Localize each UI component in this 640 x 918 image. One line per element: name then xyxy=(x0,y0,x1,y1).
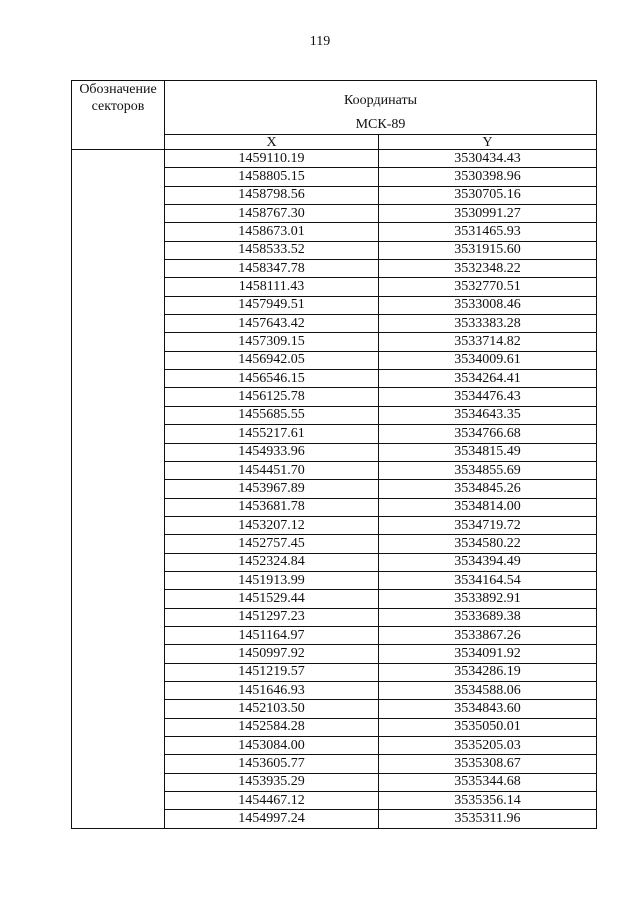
x-coordinate-cell: 1453605.77 xyxy=(165,755,379,773)
x-coordinate-cell: 1450997.92 xyxy=(165,645,379,663)
y-coordinate-cell: 3535311.96 xyxy=(379,810,597,828)
y-coordinate-cell: 3534845.26 xyxy=(379,480,597,498)
y-coordinate-cell: 3531915.60 xyxy=(379,241,597,259)
y-coordinate-cell: 3530991.27 xyxy=(379,205,597,223)
y-coordinate-cell: 3534264.41 xyxy=(379,370,597,388)
x-coordinate-cell: 1453935.29 xyxy=(165,773,379,791)
coordinate-system-label: МСК-89 xyxy=(355,117,406,132)
x-coordinate-cell: 1451297.23 xyxy=(165,608,379,626)
y-coordinate-cell: 3530705.16 xyxy=(379,186,597,204)
table-row xyxy=(72,150,597,168)
x-coordinate-cell: 1452757.45 xyxy=(165,535,379,553)
x-coordinate-cell: 1453084.00 xyxy=(165,737,379,755)
y-coordinate-cell: 3533689.38 xyxy=(379,608,597,626)
y-coordinate-cell: 3534855.69 xyxy=(379,461,597,479)
y-coordinate-cell: 3535308.67 xyxy=(379,755,597,773)
y-coordinate-cell: 3534580.22 xyxy=(379,535,597,553)
x-coordinate-cell: 1456125.78 xyxy=(165,388,379,406)
y-coordinate-cell: 3535205.03 xyxy=(379,737,597,755)
y-coordinate-cell: 3534476.43 xyxy=(379,388,597,406)
x-coordinate-cell: 1453207.12 xyxy=(165,516,379,534)
x-coordinate-cell: 1459110.19 xyxy=(165,150,379,168)
y-coordinate-cell: 3531465.93 xyxy=(379,223,597,241)
y-coordinate-cell: 3534588.06 xyxy=(379,681,597,699)
coordinates-title: Координаты xyxy=(344,93,417,108)
y-coordinate-cell: 3530398.96 xyxy=(379,168,597,186)
sector-cell xyxy=(72,150,165,829)
y-coordinate-cell: 3534394.49 xyxy=(379,553,597,571)
x-coordinate-cell: 1456546.15 xyxy=(165,370,379,388)
x-coordinate-cell: 1455217.61 xyxy=(165,425,379,443)
y-coordinate-cell: 3534286.19 xyxy=(379,663,597,681)
x-coordinate-cell: 1451219.57 xyxy=(165,663,379,681)
y-coordinate-cell: 3533892.91 xyxy=(379,590,597,608)
x-coordinate-cell: 1454933.96 xyxy=(165,443,379,461)
y-coordinate-cell: 3533867.26 xyxy=(379,626,597,644)
x-coordinate-cell: 1451913.99 xyxy=(165,571,379,589)
y-coordinate-cell: 3533714.82 xyxy=(379,333,597,351)
y-coordinate-cell: 3535356.14 xyxy=(379,792,597,810)
x-coordinate-cell: 1451164.97 xyxy=(165,626,379,644)
x-coordinate-cell: 1458347.78 xyxy=(165,260,379,278)
coordinates-header xyxy=(165,81,597,135)
y-coordinate-cell: 3534091.92 xyxy=(379,645,597,663)
coordinates-table xyxy=(71,80,597,829)
y-coordinate-cell: 3533383.28 xyxy=(379,315,597,333)
x-coordinate-cell: 1454467.12 xyxy=(165,792,379,810)
y-coordinate-cell: 3532770.51 xyxy=(379,278,597,296)
x-coordinate-cell: 1452584.28 xyxy=(165,718,379,736)
y-coordinate-cell: 3534843.60 xyxy=(379,700,597,718)
x-coordinate-cell: 1457643.42 xyxy=(165,315,379,333)
x-coordinate-cell: 1458673.01 xyxy=(165,223,379,241)
x-coordinate-cell: 1452324.84 xyxy=(165,553,379,571)
x-coordinate-cell: 1452103.50 xyxy=(165,700,379,718)
y-coordinate-cell: 3535050.01 xyxy=(379,718,597,736)
sector-designation-header: Обозначение секторов xyxy=(72,81,165,150)
y-coordinate-cell: 3534814.00 xyxy=(379,498,597,516)
y-coordinate-cell: 3534643.35 xyxy=(379,406,597,424)
x-coordinate-cell: 1454997.24 xyxy=(165,810,379,828)
y-coordinate-cell: 3530434.43 xyxy=(379,150,597,168)
x-coordinate-cell: 1457309.15 xyxy=(165,333,379,351)
page-number: 119 xyxy=(309,34,331,49)
x-coordinate-cell: 1451529.44 xyxy=(165,590,379,608)
y-coordinate-cell: 3532348.22 xyxy=(379,260,597,278)
x-coordinate-cell: 1458798.56 xyxy=(165,186,379,204)
x-coordinate-cell: 1455685.55 xyxy=(165,406,379,424)
x-coordinate-cell: 1451646.93 xyxy=(165,681,379,699)
y-coordinate-cell: 3533008.46 xyxy=(379,296,597,314)
x-coordinate-cell: 1458533.52 xyxy=(165,241,379,259)
x-coordinate-cell: 1453967.89 xyxy=(165,480,379,498)
y-coordinate-cell: 3534719.72 xyxy=(379,516,597,534)
coordinates-table-body xyxy=(72,150,597,829)
y-coordinate-cell: 3534164.54 xyxy=(379,571,597,589)
x-column-header: X xyxy=(165,135,379,150)
y-coordinate-cell: 3535344.68 xyxy=(379,773,597,791)
y-coordinate-cell: 3534009.61 xyxy=(379,351,597,369)
x-coordinate-cell: 1458767.30 xyxy=(165,205,379,223)
y-coordinate-cell: 3534766.68 xyxy=(379,425,597,443)
x-coordinate-cell: 1454451.70 xyxy=(165,461,379,479)
x-coordinate-cell: 1458805.15 xyxy=(165,168,379,186)
x-coordinate-cell: 1458111.43 xyxy=(165,278,379,296)
y-coordinate-cell: 3534815.49 xyxy=(379,443,597,461)
y-column-header: Y xyxy=(379,135,597,150)
x-coordinate-cell: 1457949.51 xyxy=(165,296,379,314)
x-coordinate-cell: 1456942.05 xyxy=(165,351,379,369)
x-coordinate-cell: 1453681.78 xyxy=(165,498,379,516)
